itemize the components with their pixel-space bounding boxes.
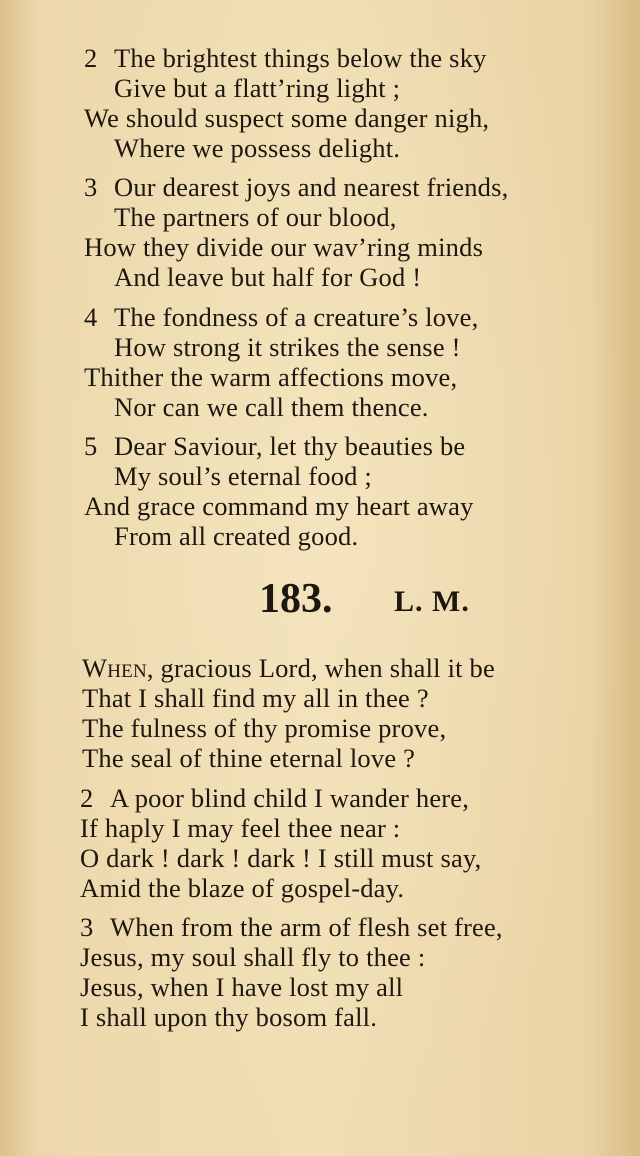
- stanza-number: 2: [84, 43, 98, 73]
- stanza-line: [84, 43, 487, 73]
- stanza-line: [80, 783, 469, 813]
- verse-text: Our dearest joys and nearest friends,: [114, 172, 509, 202]
- verse-line: Give but a flatt’ring light ;: [114, 73, 401, 103]
- stanza-line: [84, 302, 478, 332]
- verse-line: Where we possess delight.: [114, 133, 401, 163]
- verse-line: How they divide our wav’ring minds: [84, 232, 484, 262]
- verse-line: From all created good.: [114, 521, 359, 551]
- first-word: When,: [82, 653, 154, 683]
- stanza-line: [84, 172, 508, 202]
- verse-text: A poor blind child I wander here,: [110, 783, 470, 813]
- stanza-number: 4: [84, 302, 98, 332]
- verse-line: Amid the blaze of gospel-day.: [80, 873, 405, 903]
- verse-line: And grace command my heart away: [84, 491, 474, 521]
- verse-line: If haply I may feel thee near :: [80, 813, 401, 843]
- verse-text: The fondness of a creature’s love,: [114, 302, 479, 332]
- verse-line: Jesus, when I have lost my all: [80, 972, 404, 1002]
- stanza-number: 3: [84, 172, 98, 202]
- first-line: [82, 653, 495, 683]
- verse-line: The seal of thine eternal love ?: [82, 743, 416, 773]
- verse-line: Jesus, my soul shall fly to thee :: [80, 942, 426, 972]
- verse-line: O dark ! dark ! dark ! I still must say,: [80, 843, 482, 873]
- verse-line: How strong it strikes the sense !: [114, 332, 461, 362]
- verse-line: The fulness of thy promise prove,: [82, 713, 447, 743]
- verse-text: gracious Lord, when shall it be: [153, 653, 495, 683]
- verse-line: Thither the warm affections move,: [84, 362, 458, 392]
- stanza-number: 2: [80, 783, 94, 813]
- verse-line: And leave but half for God !: [114, 262, 422, 292]
- verse-line: I shall upon thy bosom fall.: [80, 1002, 378, 1032]
- verse-text: Dear Saviour, let thy beauties be: [114, 431, 466, 461]
- stanza-number: 5: [84, 431, 98, 461]
- verse-line: My soul’s eternal food ;: [114, 461, 372, 491]
- stanza-line: [80, 912, 503, 942]
- verse-text: When from the arm of flesh set free,: [110, 912, 503, 942]
- verse-line: Nor can we call them thence.: [114, 392, 429, 422]
- hymn-meter: L. M.: [394, 585, 470, 618]
- verse-line: That I shall find my all in thee ?: [82, 683, 429, 713]
- hymn-number: 183.: [259, 576, 333, 622]
- verse-line: The partners of our blood,: [114, 202, 397, 232]
- stanza-number: 3: [80, 912, 94, 942]
- stanza-line: [84, 431, 465, 461]
- verse-line: We should suspect some danger nigh,: [84, 103, 490, 133]
- verse-text: The brightest things below the sky: [114, 43, 487, 73]
